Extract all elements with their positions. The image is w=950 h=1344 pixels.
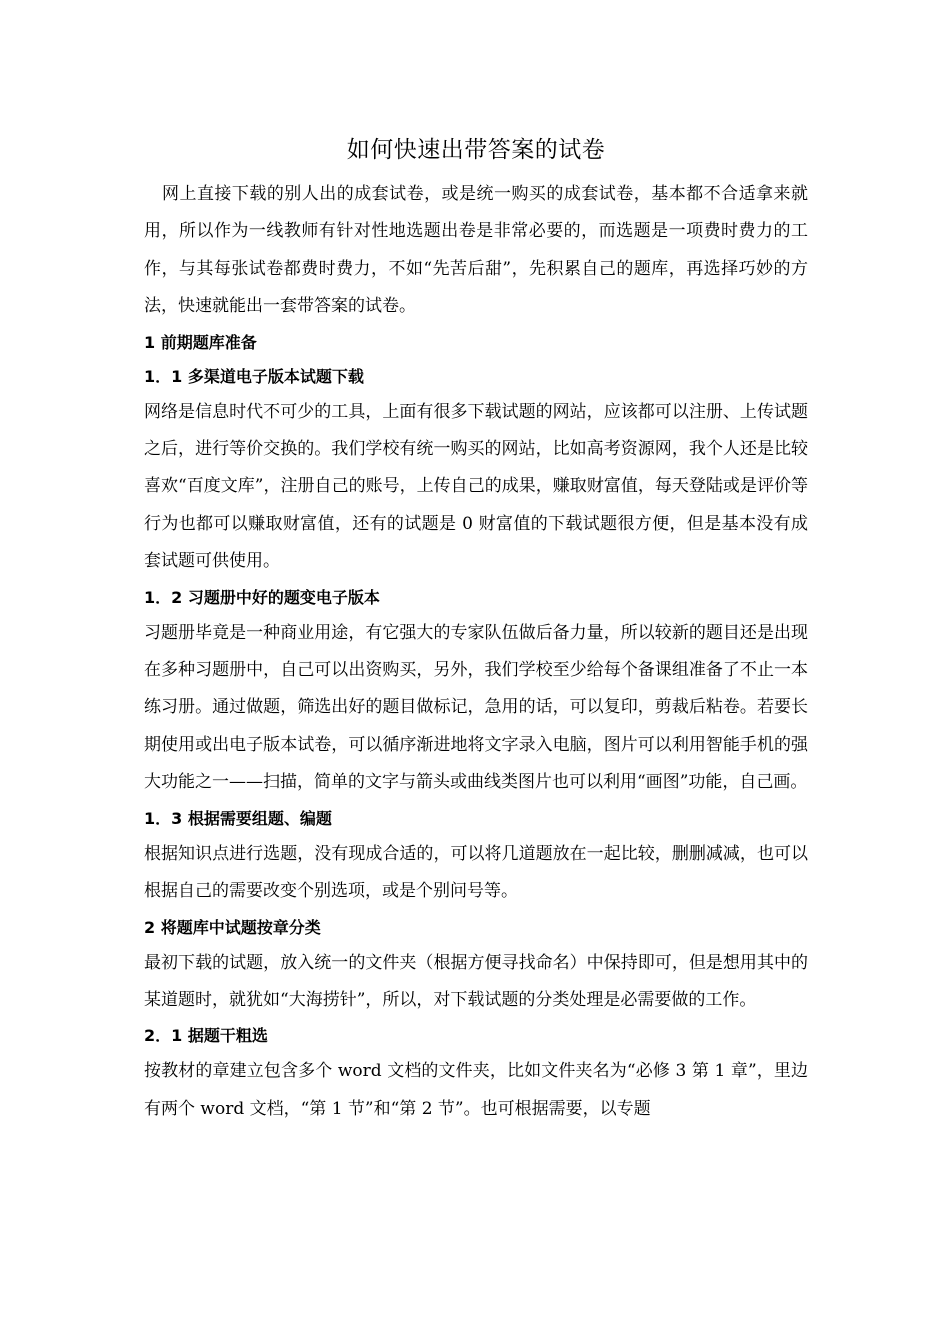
- section-1-2-paragraph: 习题册毕竟是一种商业用途，有它强大的专家队伍做后备力量，所以较新的题目还是出现在多种习题册中，自己可以出资购买，另外，我们学校至少给每个备课组准备了不止一本练习册。通过做题，筛选出好的题目做标记，急用的话，可以复印，剪裁后粘卷。若要长期使用或出电子版本试卷，可以循序渐进地将文字录入电脑，图片可以利用智能手机的强大功能之一——扫描，简单的文字与箭头或曲线类图片也可以利用“画图”功能，自己画。: [144, 622, 808, 793]
- intro-paragraph: 网上直接下载的别人出的成套试卷，或是统一购买的成套试卷，基本都不合适拿来就用，所以作为一线教师有针对性地选题出卷是非常必要的，而选题是一项费时费力的工作，与其每张试卷都费时费力，不如“先苦后甜”，先积累自己的题库，再选择巧妙的方法，快速就能出一套带答案的试卷。: [144, 184, 808, 317]
- section-1-2-heading: 1．2 习题册中好的题变电子版本: [144, 587, 380, 607]
- section-1-3-heading: 1．3 根据需要组题、编题: [144, 808, 332, 828]
- section-2-1-heading: 2．1 据题干粗选: [144, 1026, 268, 1046]
- section-2-heading: 2 将题库中试题按章分类: [144, 917, 321, 937]
- section-1-3-paragraph: 根据知识点进行选题，没有现成合适的，可以将几道题放在一起比较，删删减减，也可以根据自己的需要改变个别选项，或是个别问号等。: [144, 843, 808, 902]
- document-title: 如何快速出带答案的试卷: [346, 137, 606, 163]
- section-1-1-paragraph: 网络是信息时代不可少的工具，上面有很多下载试题的网站，应该都可以注册、上传试题之后，进行等价交换的。我们学校有统一购买的网站，比如高考资源网，我个人还是比较喜欢“百度文库”，注册自己的账号，上传自己的成果，赚取财富值，每天登陆或是评价等行为也都可以赚取财富值，还有的试题是 0 财富值的下载试题很方便，但是基本没有成套试题可供使用。: [144, 401, 808, 572]
- section-1-1-heading: 1．1 多渠道电子版本试题下载: [144, 366, 364, 386]
- section-2-1-paragraph: 按教材的章建立包含多个 word 文档的文件夹，比如文件夹名为“必修 3 第 1 章”，里边有两个 word 文档，“第 1 节”和“第 2 节”。也可根据需要，以专题: [144, 1061, 808, 1119]
- section-1-heading: 1 前期题库准备: [144, 332, 257, 352]
- document-body: [144, 130, 808, 1128]
- section-2-paragraph: 最初下载的试题，放入统一的文件夹（根据方便寻找命名）中保持即可，但是想用其中的某道题时，就犹如“大海捞针”，所以，对下载试题的分类处理是必需要做的工作。: [144, 952, 808, 1010]
